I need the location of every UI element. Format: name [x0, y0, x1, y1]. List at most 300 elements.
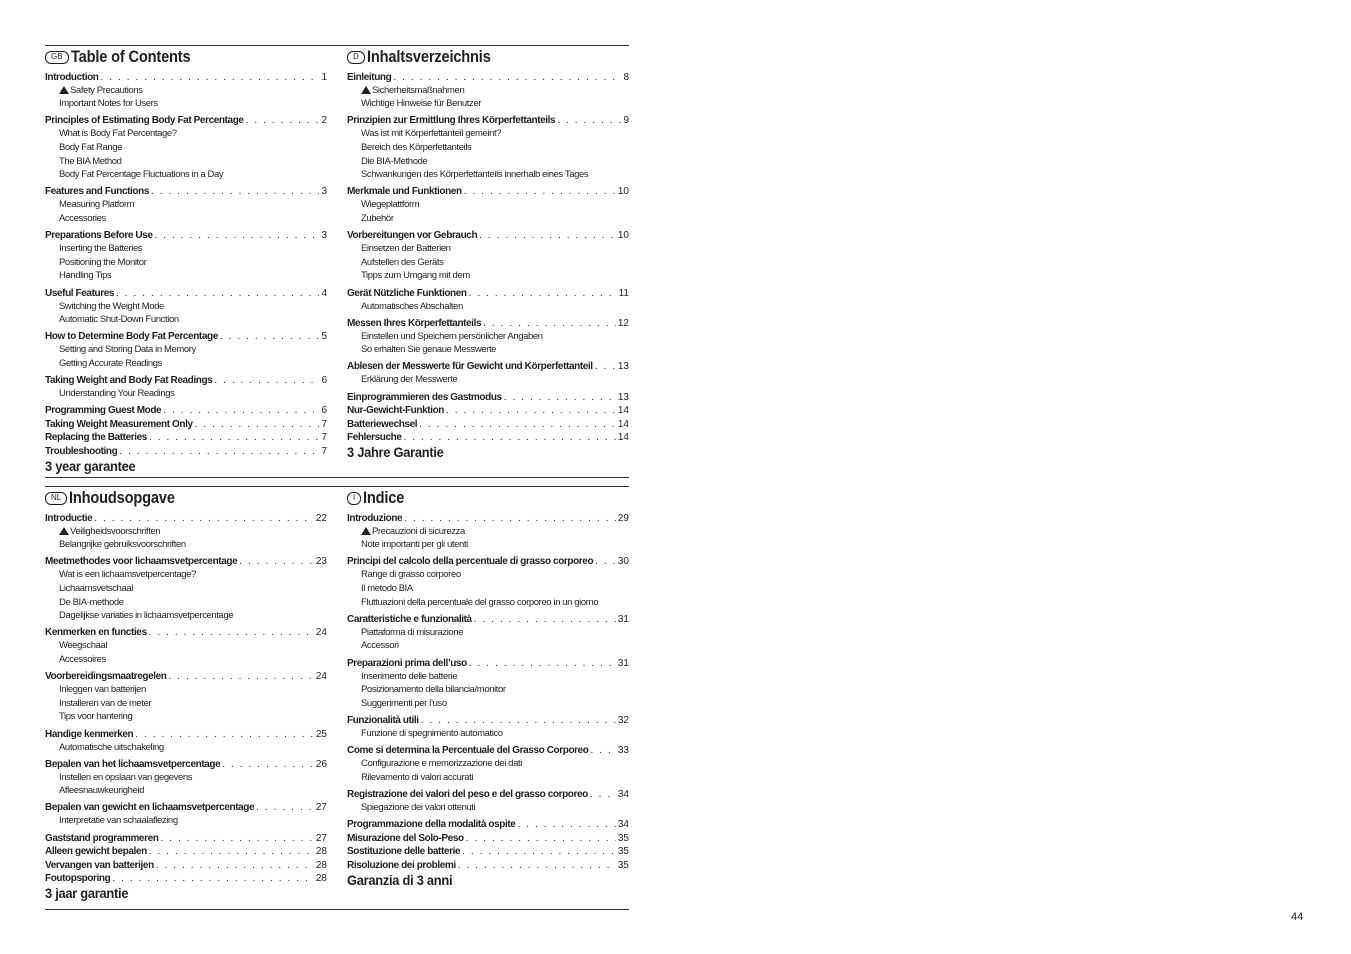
toc-subentry[interactable]	[45, 538, 327, 552]
toc-subentry[interactable]	[347, 683, 629, 697]
toc-entry-title: Foutopsporing	[45, 873, 111, 885]
toc-entry[interactable]	[45, 114, 327, 128]
toc-page-number: 33	[617, 745, 629, 757]
toc-subentry[interactable]	[347, 801, 629, 815]
toc-page-number: 2	[321, 115, 327, 127]
toc-subentry-label: The BIA Method	[59, 155, 122, 167]
toc-subentry-label: Setting and Storing Data in Memory	[59, 344, 196, 356]
toc-subentry[interactable]	[347, 141, 629, 155]
toc-page-number: 30	[617, 556, 629, 568]
toc-section-it	[347, 487, 629, 888]
toc-subentry-label: Die BIA-Methode	[361, 155, 428, 167]
warranty-note: Garanzia di 3 anni	[347, 871, 453, 888]
toc-subentry-label: Was ist mit Körperfettanteil gemeint?	[361, 128, 502, 140]
dot-leader	[404, 431, 616, 444]
toc-subentry-label: Getting Accurate Readings	[59, 357, 163, 369]
toc-entry[interactable]	[45, 845, 327, 859]
toc-entry-title: Bepalen van gewicht en lichaamsvetpercentage	[45, 802, 255, 814]
toc-subentry[interactable]	[347, 697, 629, 711]
toc-subentry[interactable]	[347, 757, 629, 771]
toc-subentry-label: Sicherheitsmaßnahmen	[372, 84, 465, 96]
toc-entry[interactable]	[347, 511, 629, 525]
toc-page-number: 8	[623, 71, 629, 83]
dot-leader	[464, 185, 616, 198]
toc-page-number: 14	[617, 405, 629, 417]
toc-page-number: 34	[617, 788, 629, 800]
toc-page-number: 4	[321, 287, 327, 299]
toc-subentry[interactable]	[347, 727, 629, 741]
toc-subentry-label: Inleggen van batterijen	[59, 684, 146, 696]
toc-page-number: 35	[617, 832, 629, 844]
toc-page-number: 28	[315, 846, 327, 858]
dot-leader	[151, 185, 319, 198]
toc-entry[interactable]	[45, 555, 327, 569]
toc-entry-title: Preparazioni prima dell’uso	[347, 657, 467, 669]
toc-entry[interactable]	[45, 727, 327, 741]
toc-entry[interactable]	[347, 744, 629, 758]
toc-entry[interactable]	[347, 185, 629, 199]
language-badge: NL	[45, 492, 67, 505]
toc-subentry[interactable]	[347, 538, 629, 552]
toc-subentry-label: Funzione di spegnimento automatico	[361, 727, 503, 739]
toc-subentry-label: Precauzioni di sicurezza	[372, 525, 465, 537]
toc-subentry-label: Range di grasso corporeo	[361, 569, 461, 581]
toc-entry[interactable]	[347, 858, 629, 872]
toc-subentry[interactable]	[347, 343, 629, 357]
toc-subentry[interactable]	[347, 300, 629, 314]
dot-leader	[101, 71, 320, 84]
dot-leader	[404, 512, 616, 525]
toc-subentry-label: Posizionamento della bilancia/monitor	[361, 684, 506, 696]
toc-entry[interactable]	[45, 858, 327, 872]
toc-entry-title: Handige kenmerken	[45, 728, 134, 740]
toc-entry[interactable]	[347, 390, 629, 404]
toc-entry-title: Prinzipien zur Ermittlung Ihres Körperfettanteils	[347, 115, 556, 127]
toc-entry[interactable]	[347, 817, 629, 831]
toc-subentry[interactable]	[45, 596, 327, 610]
toc-subentry-label: So erhalten Sie genaue Messwerte	[361, 344, 497, 356]
toc-entry-title: Introductie	[45, 512, 93, 524]
toc-page-number: 22	[315, 512, 327, 524]
toc-subentry[interactable]	[45, 127, 327, 141]
toc-subentry[interactable]	[45, 84, 327, 98]
section-title: Inhaltsverzeichnis	[366, 47, 491, 66]
toc-entry[interactable]	[45, 229, 327, 243]
toc-entry-title: Kenmerken en functies	[45, 627, 147, 639]
dot-leader	[458, 859, 616, 872]
warning-triangle-icon	[361, 527, 371, 535]
toc-entry[interactable]	[45, 431, 327, 445]
dot-leader	[595, 360, 616, 373]
toc-subentry-label: Automatisches Abschalten	[361, 300, 463, 312]
toc-subentry-label: What is Body Fat Percentage?	[59, 128, 177, 140]
toc-subentry-label: Note importanti per gli utenti	[361, 539, 468, 551]
toc-entry-title: Einprogrammieren des Gastmodus	[347, 391, 502, 403]
section-heading	[347, 487, 629, 509]
page-number: 44	[1291, 911, 1304, 923]
toc-page-number: 31	[617, 613, 629, 625]
dot-leader	[595, 555, 616, 568]
toc-entry-title: Bepalen van het lichaamsvetpercentage	[45, 758, 221, 770]
toc-entry[interactable]	[45, 831, 327, 845]
toc-entry-title: Batteriewechsel	[347, 418, 418, 430]
toc-page-number: 34	[617, 819, 629, 831]
toc-subentry-label: Interpretatie van schaalaflezing	[59, 815, 178, 827]
warranty-note: 3 jaar garantie	[45, 885, 129, 902]
language-badge: I	[347, 492, 361, 505]
toc-entry-title: Replacing the Batteries	[45, 432, 147, 444]
dot-leader	[590, 788, 616, 801]
toc-subentry-label: Inserimento delle batterie	[361, 670, 458, 682]
toc-subentry[interactable]	[45, 741, 327, 755]
toc-subentry[interactable]	[45, 357, 327, 371]
toc-subentry-label: Weegschaal	[59, 640, 108, 652]
toc-entry-title: Sostituzione delle batterie	[347, 846, 461, 858]
toc-page-number: 14	[617, 432, 629, 444]
dot-leader	[469, 287, 617, 300]
toc-subentry-label: Inserting the Batteries	[59, 243, 143, 255]
toc-subentry-label: Aufstellen des Geräts	[361, 256, 444, 268]
toc-entry[interactable]	[347, 713, 629, 727]
toc-entry-title: Principles of Estimating Body Fat Percentage	[45, 115, 244, 127]
toc-subentry[interactable]	[45, 639, 327, 653]
toc-subentry-label: Wat is een lichaamsvetpercentage?	[59, 569, 196, 581]
toc-subentry[interactable]	[45, 242, 327, 256]
toc-page-number: 27	[315, 832, 327, 844]
toc-entry[interactable]	[347, 787, 629, 801]
toc-entry-title: Einleitung	[347, 71, 392, 83]
toc-entry-title: Messen Ihres Körperfettanteils	[347, 317, 482, 329]
toc-entry[interactable]	[347, 431, 629, 445]
toc-entry[interactable]	[45, 286, 327, 300]
toc-entry[interactable]	[347, 286, 629, 300]
toc-entry-title: Taking Weight and Body Fat Readings	[45, 375, 213, 387]
toc-subentry[interactable]	[347, 269, 629, 283]
toc-subentry[interactable]	[347, 596, 629, 610]
toc-entry[interactable]	[347, 417, 629, 431]
dot-leader	[116, 287, 319, 300]
toc-subentry[interactable]	[347, 168, 629, 182]
toc-subentry-label: Lichaamsvetschaal	[59, 582, 133, 594]
language-badge: D	[347, 51, 365, 64]
toc-page-number: 10	[617, 186, 629, 198]
toc-subentry-label: Afleesnauwkeurigheid	[59, 785, 144, 797]
toc-subentry[interactable]	[45, 300, 327, 314]
toc-subentry[interactable]	[347, 330, 629, 344]
toc-entry[interactable]	[45, 373, 327, 387]
toc-subentry-label: Tips voor hantering	[59, 711, 133, 723]
toc-subentry[interactable]	[45, 198, 327, 212]
dot-leader	[393, 71, 621, 84]
toc-subentry[interactable]	[45, 697, 327, 711]
toc-entry-title: Misurazione del Solo-Peso	[347, 832, 464, 844]
toc-page-number: 14	[617, 418, 629, 430]
toc-page-number: 1	[321, 71, 327, 83]
dot-leader	[239, 555, 314, 568]
dot-leader	[149, 431, 319, 444]
toc-subentry-label: Veiligheidsvoorschriften	[70, 525, 161, 537]
toc-page-number: 28	[315, 873, 327, 885]
toc-page-number: 12	[617, 317, 629, 329]
dot-leader	[421, 714, 616, 727]
toc-entry[interactable]	[45, 404, 327, 418]
toc-subentry[interactable]	[347, 242, 629, 256]
dot-leader	[474, 613, 616, 626]
toc-subentry[interactable]	[347, 97, 629, 111]
toc-subentry-label: Il metodo BIA	[361, 582, 413, 594]
toc-subentry[interactable]	[45, 269, 327, 283]
toc-entry[interactable]	[347, 229, 629, 243]
toc-entry[interactable]	[347, 404, 629, 418]
toc-page-number: 29	[617, 512, 629, 524]
warning-triangle-icon	[361, 86, 371, 94]
toc-entry[interactable]	[45, 70, 327, 84]
dot-leader	[256, 801, 314, 814]
toc-subentry-label: Handling Tips	[59, 270, 112, 282]
dot-leader	[246, 114, 320, 127]
toc-subentry-label: Accessori	[361, 640, 399, 652]
section-title: Table of Contents	[70, 47, 191, 66]
toc-entry[interactable]	[347, 114, 629, 128]
toc-entry-title: Introduction	[45, 71, 99, 83]
dot-leader	[466, 832, 616, 845]
toc-subentry[interactable]	[347, 155, 629, 169]
toc-entry-title: Taking Weight Measurement Only	[45, 418, 193, 430]
toc-entry-title: Preparations Before Use	[45, 230, 153, 242]
toc-page-number: 23	[315, 556, 327, 568]
toc-subentry[interactable]	[45, 710, 327, 724]
warranty-note: 3 year garantee	[45, 458, 136, 475]
toc-subentry-label: Automatic Shut-Down Function	[59, 314, 179, 326]
toc-subentry-label: Erklärung der Messwerte	[361, 374, 458, 386]
toc-page-number: 3	[321, 186, 327, 198]
toc-subentry[interactable]	[347, 582, 629, 596]
toc-entry-title: Merkmale und Funktionen	[347, 186, 462, 198]
toc-subentry[interactable]	[347, 198, 629, 212]
warning-triangle-icon	[59, 527, 69, 535]
toc-page-number: 7	[321, 418, 327, 430]
toc-entry[interactable]	[45, 330, 327, 344]
toc-entry-title: Come si determina la Percentuale del Grasso Corporeo	[347, 745, 589, 757]
section-title: Indice	[363, 488, 405, 507]
toc-subentry[interactable]	[347, 639, 629, 653]
toc-subentry-label: Wiegeplattform	[361, 199, 420, 211]
toc-section-de	[347, 46, 629, 460]
toc-subentry[interactable]	[45, 609, 327, 623]
toc-entry-title: Caratteristiche e funzionalità	[347, 613, 472, 625]
toc-page-number: 35	[617, 846, 629, 858]
toc-entry-title: Meetmethodes voor lichaamsvetpercentage	[45, 556, 238, 568]
warranty-note: 3 Jahre Garantie	[347, 444, 444, 461]
toc-entry[interactable]	[45, 757, 327, 771]
warning-triangle-icon	[59, 86, 69, 94]
toc-entry-title: Programmazione della modalità ospite	[347, 819, 516, 831]
dot-leader	[94, 512, 314, 525]
dot-leader	[156, 859, 314, 872]
toc-page-number: 9	[623, 115, 629, 127]
toc-subentry-label: Positioning the Monitor	[59, 256, 147, 268]
toc-page-number: 32	[617, 714, 629, 726]
toc-entry[interactable]	[45, 626, 327, 640]
toc-subentry-label: De BIA-methode	[59, 596, 124, 608]
toc-subentry[interactable]	[347, 373, 629, 387]
dot-leader	[517, 818, 615, 831]
toc-subentry-label: Instellen en opslaan van gegevens	[59, 771, 193, 783]
toc-entry[interactable]	[347, 656, 629, 670]
toc-subentry-label: Automatische uitschakeling	[59, 741, 164, 753]
dot-leader	[419, 418, 616, 431]
toc-subentry[interactable]	[45, 387, 327, 401]
toc-entry-title: Fehlersuche	[347, 432, 402, 444]
toc-page-number: 11	[618, 287, 629, 299]
toc-page-number: 35	[617, 859, 629, 871]
toc-subentry[interactable]	[347, 568, 629, 582]
toc-entry[interactable]	[45, 444, 327, 458]
toc-entry-title: Registrazione dei valori del peso e del grasso corporeo	[347, 788, 588, 800]
toc-entry[interactable]	[45, 872, 327, 886]
toc-page-number: 5	[321, 331, 327, 343]
toc-entry[interactable]	[347, 845, 629, 859]
toc-subentry-label: Measuring Platform	[59, 199, 135, 211]
toc-page-number: 10	[617, 230, 629, 242]
dot-leader	[220, 330, 320, 343]
toc-entry[interactable]	[45, 801, 327, 815]
toc-section-gb	[45, 46, 327, 474]
toc-entry[interactable]	[45, 511, 327, 525]
toc-entry-title: Alleen gewicht bepalen	[45, 846, 147, 858]
dot-leader	[479, 229, 616, 242]
toc-subentry[interactable]	[45, 784, 327, 798]
dot-leader	[222, 758, 314, 771]
dot-leader	[112, 872, 314, 885]
toc-subentry-label: Installeren van de meter	[59, 697, 152, 709]
toc-subentry[interactable]	[347, 525, 629, 539]
toc-subentry[interactable]	[45, 256, 327, 270]
toc-entry[interactable]	[45, 670, 327, 684]
toc-subentry[interactable]	[45, 212, 327, 226]
toc-subentry[interactable]	[347, 84, 629, 98]
toc-page-number: 6	[321, 405, 327, 417]
toc-page-number: 26	[315, 758, 327, 770]
toc-entry[interactable]	[347, 831, 629, 845]
toc-subentry[interactable]	[347, 127, 629, 141]
section-title: Inhoudsopgave	[69, 488, 176, 507]
dot-leader	[169, 670, 314, 683]
toc-subentry-label: Rilevamento di valori accurati	[361, 771, 474, 783]
dot-leader	[504, 391, 616, 404]
dot-leader	[195, 418, 320, 431]
toc-subentry[interactable]	[347, 670, 629, 684]
toc-subentry[interactable]	[45, 155, 327, 169]
toc-subentry[interactable]	[45, 343, 327, 357]
dot-leader	[462, 845, 616, 858]
toc-subentry-label: Spiegazione dei valori ottenuti	[361, 801, 476, 813]
toc-subentry-label: Accessoires	[59, 653, 106, 665]
toc-entry[interactable]	[347, 316, 629, 330]
toc-subentry-label: Bereich des Körperfettanteils	[361, 141, 472, 153]
toc-entry-title: Introduzione	[347, 512, 403, 524]
toc-entry-title: Vorbereitungen vor Gebrauch	[347, 230, 478, 242]
toc-entry[interactable]	[347, 70, 629, 84]
toc-subentry[interactable]	[347, 256, 629, 270]
toc-entry-title: Troubleshooting	[45, 446, 118, 458]
toc-entry[interactable]	[347, 360, 629, 374]
toc-subentry[interactable]	[45, 313, 327, 327]
toc-subentry-label: Configurazione e memorizzazione dei dati	[361, 758, 522, 770]
toc-page-number: 13	[617, 361, 629, 373]
section-heading	[45, 46, 327, 68]
toc-entry-title: Nur-Gewicht-Funktion	[347, 405, 444, 417]
toc-subentry[interactable]	[45, 683, 327, 697]
toc-subentry[interactable]	[347, 626, 629, 640]
toc-page-number: 13	[617, 391, 629, 403]
toc-page-number: 25	[315, 728, 327, 740]
toc-entry-title: Gaststand programmeren	[45, 832, 159, 844]
toc-entry-title: Gerät Nützliche Funktionen	[347, 287, 467, 299]
dot-leader	[469, 657, 616, 670]
dot-leader	[483, 317, 616, 330]
toc-subentry-label: Fluttuazioni della percentuale del grasso corporeo in un giorno	[361, 596, 599, 608]
toc-entry[interactable]	[347, 612, 629, 626]
dot-leader	[557, 114, 621, 127]
toc-subentry[interactable]	[347, 212, 629, 226]
toc-subentry-label: Body Fat Range	[59, 141, 123, 153]
toc-subentry-label: Schwankungen des Körperfettanteils innerhalb eines Tages	[361, 169, 589, 181]
section-heading	[45, 487, 327, 509]
toc-subentry[interactable]	[45, 653, 327, 667]
toc-entry-title: How to Determine Body Fat Percentage	[45, 331, 218, 343]
toc-subentry[interactable]	[45, 97, 327, 111]
toc-page-number: 24	[315, 671, 327, 683]
toc-entry-title: Principi del calcolo della percentuale di grasso corporeo	[347, 556, 594, 568]
toc-subentry-label: Accessories	[59, 212, 106, 224]
toc-subentry[interactable]	[45, 525, 327, 539]
toc-subentry[interactable]	[45, 141, 327, 155]
toc-subentry[interactable]	[45, 771, 327, 785]
toc-subentry-label: Dagelijkse variaties in lichaamsvetpercentage	[59, 610, 234, 622]
toc-subentry-label: Einstellen und Speichern persönlicher Angaben	[361, 330, 543, 342]
toc-entry-title: Vervangen van batterijen	[45, 859, 154, 871]
toc-subentry[interactable]	[45, 582, 327, 596]
toc-subentry[interactable]	[45, 168, 327, 182]
toc-subentry-label: Belangrijke gebruiksvoorschriften	[59, 539, 186, 551]
toc-entry-title: Risoluzione dei problemi	[347, 859, 456, 871]
toc-subentry-label: Safety Precautions	[70, 84, 143, 96]
toc-entry[interactable]	[45, 185, 327, 199]
toc-entry-title: Funzionalità utili	[347, 714, 419, 726]
toc-entry[interactable]	[347, 555, 629, 569]
toc-page-number: 6	[321, 375, 327, 387]
toc-subentry-label: Switching the Weight Mode	[59, 300, 164, 312]
toc-page-number: 7	[321, 432, 327, 444]
toc-entry-title: Voorbereidingsmaatregelen	[45, 671, 167, 683]
toc-subentry[interactable]	[45, 568, 327, 582]
dot-leader	[214, 374, 319, 387]
toc-subentry-label: Zubehör	[361, 212, 394, 224]
toc-subentry-label: Wichtige Hinweise für Benutzer	[361, 98, 481, 110]
dot-leader	[149, 626, 314, 639]
toc-subentry[interactable]	[347, 771, 629, 785]
toc-entry[interactable]	[45, 417, 327, 431]
toc-subentry-label: Einsetzen der Batterien	[361, 243, 451, 255]
toc-entry-title: Features and Functions	[45, 186, 149, 198]
dot-leader	[135, 728, 314, 741]
middle-rule-upper	[45, 477, 629, 478]
toc-page-number: 3	[321, 230, 327, 242]
toc-subentry[interactable]	[45, 814, 327, 828]
toc-page-number: 24	[315, 627, 327, 639]
dot-leader	[591, 744, 616, 757]
